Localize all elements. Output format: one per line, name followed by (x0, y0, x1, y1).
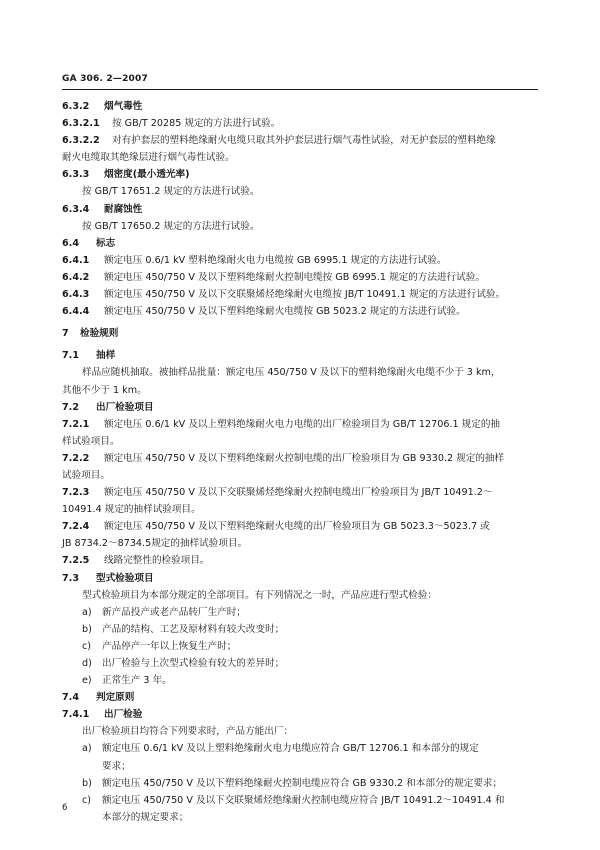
clause-title: 抽样 (96, 350, 116, 362)
list-item-marker: b) (82, 623, 92, 635)
header-divider (62, 89, 538, 90)
clause-heading (62, 98, 542, 115)
body-text-line: 样品应随机抽取。被抽样品批量：额定电压 450/750 V 及以下的塑料绝缘耐火电缆不少于 3 km， (82, 367, 501, 379)
list-item-text: 正常生产 3 年。 (102, 675, 172, 687)
body-text-line: 按 GB/T 17650.2 规定的方法进行试验。 (82, 220, 260, 232)
list-item-marker: e) (82, 675, 92, 687)
clause-text: 额定电压 450/750 V 及以下塑料绝缘耐火控制电缆的出厂检验项目为 GB 9330.2 规定的抽样 (104, 452, 505, 464)
clause-text: 额定电压 450/750 V 及以下塑料绝缘耐火控制电缆按 GB 6995.1 规定的方法进行试验。 (104, 271, 485, 283)
body-text-line: JB 8734.2～8734.5规定的抽样试验项目。 (62, 538, 248, 550)
page-number: 6 (62, 803, 68, 813)
clause-number: 7.2.3 (62, 487, 90, 499)
list-item-marker: a) (82, 606, 92, 618)
clause-number: 7.2.2 (62, 452, 90, 464)
list-item-marker: c) (82, 640, 92, 652)
clause-number: 7.4.1 (62, 709, 90, 721)
list-item-marker: d) (82, 658, 92, 669)
clause-title: 烟气毒性 (104, 101, 143, 112)
clause-number: 6.3.4 (62, 203, 90, 215)
clause-text: 线路完整性的检验项目。 (104, 555, 210, 567)
clause-title: 出厂检验项目 (96, 401, 154, 413)
clause-number: 6.3.2.2 (62, 135, 100, 147)
list-item (62, 792, 542, 809)
section-heading (62, 325, 542, 342)
clause-heading (62, 399, 542, 416)
clause-line (62, 484, 542, 501)
body-text-line: 出厂检验项目均符合下列要求时，产品方能出厂： (82, 726, 294, 738)
list-item-marker: c) (82, 794, 92, 806)
clause-title: 标志 (96, 237, 116, 249)
clause-number: 6.4.2 (62, 271, 90, 283)
list-item-text: 新产品投产或老产品转厂生产时； (102, 606, 246, 618)
document-body (62, 98, 542, 826)
clause-number: 7.4 (62, 692, 79, 704)
clause-number: 6.3.3 (62, 169, 90, 181)
list-item-text: 额定电压 450/750 V 及以下交联聚烯烃绝缘耐火控制电缆应符合 JB/T 10491.2～10491.4 和 (102, 794, 505, 806)
clause-title: 判定原则 (96, 692, 135, 704)
clause-text: 额定电压 0.6/1 kV 及以上塑料绝缘耐火电力电缆的出厂检验项目为 GB/T 12706.1 规定的抽 (104, 418, 501, 430)
clause-text: 额定电压 450/750 V 及以下塑料绝缘耐火电缆的出厂检验项目为 GB 5023.3～5023.7 或 (104, 521, 490, 533)
clause-title: 烟密度(最小透光率) (104, 169, 190, 181)
clause-line (62, 269, 542, 286)
list-item-text: 产品的结构、工艺及原材料有较大改变时； (102, 623, 285, 635)
clause-heading (62, 689, 542, 706)
clause-number: 7.2.1 (62, 418, 90, 430)
body-text-line: 试验项目。 (62, 469, 110, 481)
body-text-line: 要求； (102, 760, 131, 772)
clause-number: 6.3.2 (62, 101, 90, 112)
clause-line (62, 450, 542, 467)
clause-heading (62, 570, 542, 587)
list-item-text: 产品停产一年以上恢复生产时； (102, 640, 237, 652)
clause-number: 7.2.5 (62, 555, 90, 567)
list-item-marker: b) (82, 777, 92, 789)
list-item (62, 672, 542, 689)
clause-text: 额定电压 450/750 V 及以下塑料绝缘耐火电缆按 GB 5023.2 规定的方法进行试验。 (104, 306, 466, 318)
clause-text: 额定电压 450/750 V 及以下交联聚烯烃绝缘耐火电缆按 JB/T 10491.1 规定的方法进行试验。 (104, 289, 506, 301)
clause-number: 6.4.1 (62, 254, 90, 266)
list-item (62, 775, 542, 792)
clause-heading (62, 235, 542, 252)
body-text-line: 本部分的规定要求； (102, 811, 189, 823)
clause-number: 6.4.4 (62, 306, 90, 318)
clause-title: 出厂检验 (104, 709, 143, 721)
clause-text: 额定电压 450/750 V 及以下交联聚烯烃绝缘耐火控制电缆出厂检验项目为 JB/T 10491.2～ (104, 487, 493, 499)
clause-heading (62, 166, 542, 183)
clause-text: 对有护套层的塑料绝缘耐火电缆只取其外护套层进行烟气毒性试验，对无护套层的塑料绝缘 (112, 135, 496, 147)
clause-title: 型式检验项目 (96, 572, 154, 584)
clause-number: 6.4.3 (62, 289, 90, 301)
document-header: GA 306. 2—2007 (62, 74, 148, 84)
clause-line (62, 518, 542, 535)
body-text-line: 耐火电缆取其绝缘层进行烟气毒性试验。 (62, 152, 235, 164)
list-item (62, 638, 542, 655)
list-item (62, 621, 542, 638)
clause-text: 额定电压 0.6/1 kV 塑料绝缘耐火电力电缆按 GB 6995.1 规定的方法进行试验。 (104, 254, 447, 266)
clause-number: 7.1 (62, 350, 79, 362)
clause-number: 7 (62, 328, 69, 340)
list-item-marker: a) (82, 743, 92, 755)
clause-number: 6.4 (62, 237, 79, 249)
clause-heading (62, 706, 542, 723)
clause-number: 6.3.2.1 (62, 118, 100, 130)
clause-line (62, 286, 542, 303)
clause-heading (62, 201, 542, 218)
clause-title: 耐腐蚀性 (104, 203, 143, 215)
list-item (62, 655, 542, 672)
clause-line (62, 416, 542, 433)
clause-heading (62, 347, 542, 364)
clause-number: 7.2.4 (62, 521, 90, 533)
list-item-text: 额定电压 0.6/1 kV 及以上塑料绝缘耐火电力电缆应符合 GB/T 12706.1 和本部分的规定 (102, 743, 479, 755)
list-item-text: 出厂检验与上次型式检验有较大的差异时； (102, 658, 285, 669)
clause-line (62, 552, 542, 569)
clause-number: 7.3 (62, 572, 79, 584)
clause-line (62, 115, 542, 132)
body-text-line: 样试验项目。 (62, 435, 120, 447)
list-item-text: 额定电压 450/750 V 及以下塑料绝缘耐火控制电缆应符合 GB 9330.2 和本部分的规定要求； (102, 777, 503, 789)
body-text-line: 10491.4 规定的抽样试验项目。 (62, 504, 201, 516)
clause-line (62, 303, 542, 320)
list-item (62, 740, 542, 757)
list-item (62, 604, 542, 621)
body-text-line: 型式检验项目为本部分规定的全部项目。有下列情况之一时，产品应进行型式检验： (82, 589, 437, 601)
body-text-line: 按 GB/T 17651.2 规定的方法进行试验。 (82, 186, 260, 198)
clause-text: 按 GB/T 20285 规定的方法进行试验。 (112, 118, 281, 130)
body-text-line: 其他不少于 1 km。 (62, 384, 147, 396)
clause-line (62, 132, 542, 149)
clause-number: 7.2 (62, 401, 79, 413)
clause-line (62, 252, 542, 269)
clause-title: 检验规则 (80, 328, 119, 340)
